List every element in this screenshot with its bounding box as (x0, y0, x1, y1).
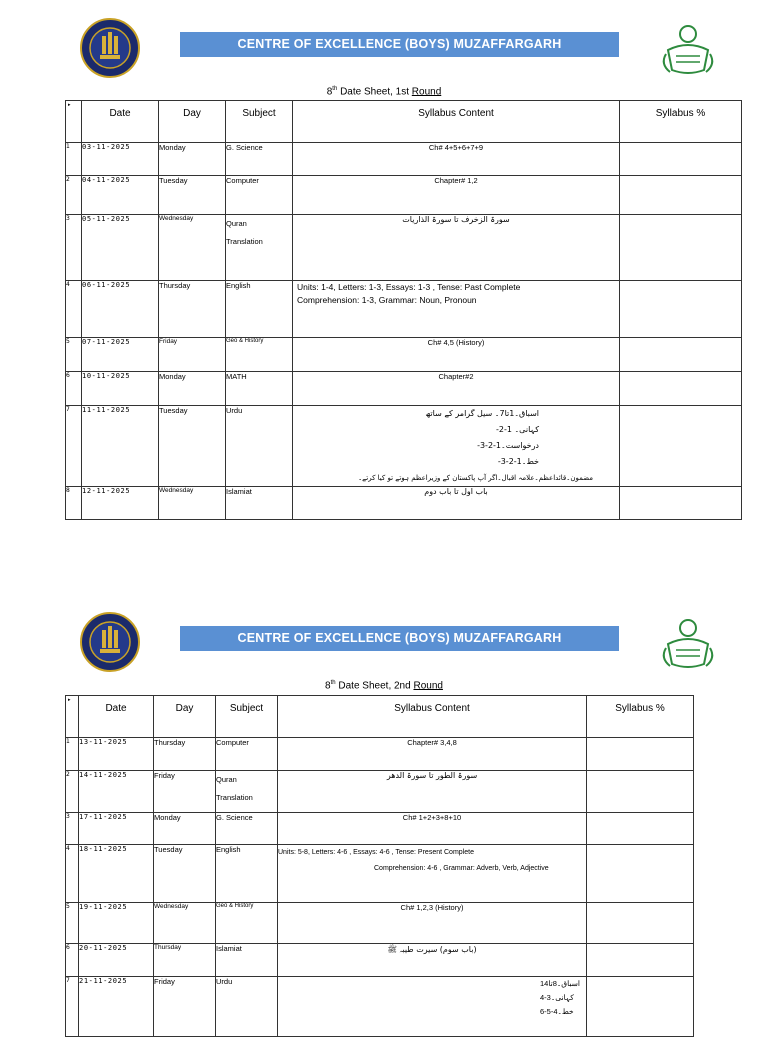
row-content: Chapter# 1,2 (293, 176, 620, 215)
row-date: 07-11-2025 (82, 338, 159, 372)
content-line: کہانی۔3-4 (540, 993, 574, 1002)
row-date: 18-11-2025 (79, 845, 154, 903)
table-row (66, 215, 742, 281)
punjab-emblem (656, 20, 720, 78)
row-subject: Urdu (216, 977, 278, 1037)
round1-table (65, 100, 742, 520)
content-line: مضمون۔قائداعظم۔علامہ اقبال۔اگر آپ پاکستان کے وزیراعظم ہوتے تو کیا کرتے۔ (358, 474, 593, 482)
table-row (66, 338, 742, 372)
table-row (66, 771, 694, 813)
col-header-day: Day (154, 696, 216, 738)
col-header-subject: Subject (216, 696, 278, 738)
col-header-syllabus-percent: Syllabus % (620, 101, 742, 143)
row-number: 6 (66, 944, 79, 977)
table-row (66, 372, 742, 406)
row-day: Monday (159, 372, 226, 406)
content-line: خط۔4-5-6 (540, 1007, 574, 1016)
subject-line: Translation (226, 237, 263, 246)
col-header-subject: Subject (226, 101, 293, 143)
col-header-date: Date (82, 101, 159, 143)
row-content (278, 977, 587, 1037)
row-date: 06-11-2025 (82, 281, 159, 338)
row-number: 3 (66, 215, 82, 281)
row-percent (620, 176, 742, 215)
content-line: اسباق۔1تا7۔ سیل گرامر کے ساتھ (425, 409, 539, 418)
table-row (66, 903, 694, 944)
row-day: Monday (154, 813, 216, 845)
table-row (66, 176, 742, 215)
row-day: Friday (154, 977, 216, 1037)
row-content (278, 845, 587, 903)
subject-line: Quran (216, 775, 237, 784)
row-subject (226, 215, 293, 281)
row-subject: G. Science (216, 813, 278, 845)
col-header-day: Day (159, 101, 226, 143)
row-percent (620, 215, 742, 281)
round2-title: 8th Date Sheet, 2nd Round (325, 680, 443, 692)
subject-line: Quran (226, 219, 247, 228)
row-date: 14-11-2025 (79, 771, 154, 813)
content-line: Units: 1-4, Letters: 1-3, Essays: 1-3 , Tense: Past Complete (297, 282, 521, 292)
row-percent (620, 487, 742, 520)
school-logo (80, 612, 140, 672)
table-header-row (66, 696, 694, 738)
row-percent (620, 372, 742, 406)
row-number: 4 (66, 845, 79, 903)
row-number: 1 (66, 738, 79, 771)
row-day: Friday (159, 338, 226, 372)
content-line: درخواست۔1-2-3- (477, 441, 539, 450)
row-number: 5 (66, 338, 82, 372)
row-date: 21-11-2025 (79, 977, 154, 1037)
row-percent (620, 143, 742, 176)
row-content: (باب سوم) سیرت طیبہ ﷺ (278, 944, 587, 977)
round2-table (65, 695, 694, 1037)
row-day: Thursday (159, 281, 226, 338)
row-number: 2 (66, 176, 82, 215)
content-line: خط۔1-2-3- (497, 457, 539, 466)
row-subject: Geo & History (226, 338, 293, 372)
table-row (66, 813, 694, 845)
row-day: Wednesday (159, 215, 226, 281)
content-line: Comprehension: 4-6 , Grammar: Adverb, Verb, Adjective (374, 865, 549, 872)
row-day: Monday (159, 143, 226, 176)
row-subject: Computer (226, 176, 293, 215)
row-percent (587, 977, 694, 1037)
punjab-emblem (656, 614, 720, 672)
row-percent (587, 738, 694, 771)
table-row (66, 977, 694, 1037)
row-content: Chapter#2 (293, 372, 620, 406)
row-day: Friday (154, 771, 216, 813)
row-number: 6 (66, 372, 82, 406)
row-number: 1 (66, 143, 82, 176)
col-header-date: Date (79, 696, 154, 738)
row-subject: Islamiat (216, 944, 278, 977)
row-number: 2 (66, 771, 79, 813)
row-content: باب اول تا باب دوم (293, 487, 620, 520)
row-content: Ch# 1+2+3+8+10 (278, 813, 587, 845)
row-percent (587, 903, 694, 944)
row-content: Chapter# 3,4,8 (278, 738, 587, 771)
school-logo (80, 18, 140, 78)
row-content: سورۃ الطور تا سورۃ الدھر (278, 771, 587, 813)
col-header-syllabus-content: Syllabus Content (278, 696, 587, 738)
row-content: سورۃ الزخرف تا سورۃ الذاریات (293, 215, 620, 281)
table-row (66, 487, 742, 520)
round1-title: 8th Date Sheet, 1st Round (326, 86, 442, 98)
banner-title: CENTRE OF EXCELLENCE (BOYS) MUZAFFARGARH (180, 32, 619, 57)
row-subject: English (226, 281, 293, 338)
row-content: Ch# 4+5+6+7+9 (293, 143, 620, 176)
row-percent (587, 771, 694, 813)
row-day: Tuesday (159, 176, 226, 215)
row-percent (587, 845, 694, 903)
row-content (293, 281, 620, 338)
col-header-syllabus-percent: Syllabus % (587, 696, 694, 738)
row-number: 5 (66, 903, 79, 944)
row-date: 05-11-2025 (82, 215, 159, 281)
row-day: Wednesday (154, 903, 216, 944)
row-date: 11-11-2025 (82, 406, 159, 487)
row-date: 04-11-2025 (82, 176, 159, 215)
col-header-syllabus-content: Syllabus Content (293, 101, 620, 143)
row-number: 8 (66, 487, 82, 520)
content-line: اسباق۔8تا14 (540, 979, 581, 988)
row-percent (620, 281, 742, 338)
row-day: Thursday (154, 738, 216, 771)
col-header-marker: ▸ (66, 696, 79, 738)
row-content: Ch# 4,5 (History) (293, 338, 620, 372)
row-subject: Computer (216, 738, 278, 771)
subject-line: Translation (216, 793, 253, 802)
row-subject: Urdu (226, 406, 293, 487)
content-line: Units: 5-8, Letters: 4-6 , Essays: 4-6 , Tense: Present Complete (278, 849, 474, 856)
row-subject: Geo & History (216, 903, 278, 944)
row-subject: G. Science (226, 143, 293, 176)
table-row (66, 738, 694, 771)
row-subject (216, 771, 278, 813)
table-row (66, 944, 694, 977)
row-subject: Islamiat (226, 487, 293, 520)
row-date: 17-11-2025 (79, 813, 154, 845)
table-row (66, 143, 742, 176)
table-header-row (66, 101, 742, 143)
row-date: 13-11-2025 (79, 738, 154, 771)
row-date: 10-11-2025 (82, 372, 159, 406)
row-percent (587, 813, 694, 845)
table-row (66, 281, 742, 338)
row-date: 03-11-2025 (82, 143, 159, 176)
col-header-marker: ▸ (66, 101, 82, 143)
row-date: 19-11-2025 (79, 903, 154, 944)
row-day: Thursday (154, 944, 216, 977)
row-content: Ch# 1,2,3 (History) (278, 903, 587, 944)
row-number: 7 (66, 406, 82, 487)
row-number: 4 (66, 281, 82, 338)
table-row (66, 845, 694, 903)
row-day: Wednesday (159, 487, 226, 520)
row-subject: English (216, 845, 278, 903)
row-percent (620, 406, 742, 487)
row-content (293, 406, 620, 487)
row-percent (620, 338, 742, 372)
row-number: 7 (66, 977, 79, 1037)
row-subject: MATH (226, 372, 293, 406)
row-date: 12-11-2025 (82, 487, 159, 520)
row-day: Tuesday (159, 406, 226, 487)
content-line: کہانی۔ 1-2- (495, 425, 539, 434)
content-line: Comprehension: 1-3, Grammar: Noun, Pronoun (297, 295, 477, 305)
row-date: 20-11-2025 (79, 944, 154, 977)
banner-title: CENTRE OF EXCELLENCE (BOYS) MUZAFFARGARH (180, 626, 619, 651)
row-percent (587, 944, 694, 977)
row-day: Tuesday (154, 845, 216, 903)
row-number: 3 (66, 813, 79, 845)
table-row (66, 406, 742, 487)
